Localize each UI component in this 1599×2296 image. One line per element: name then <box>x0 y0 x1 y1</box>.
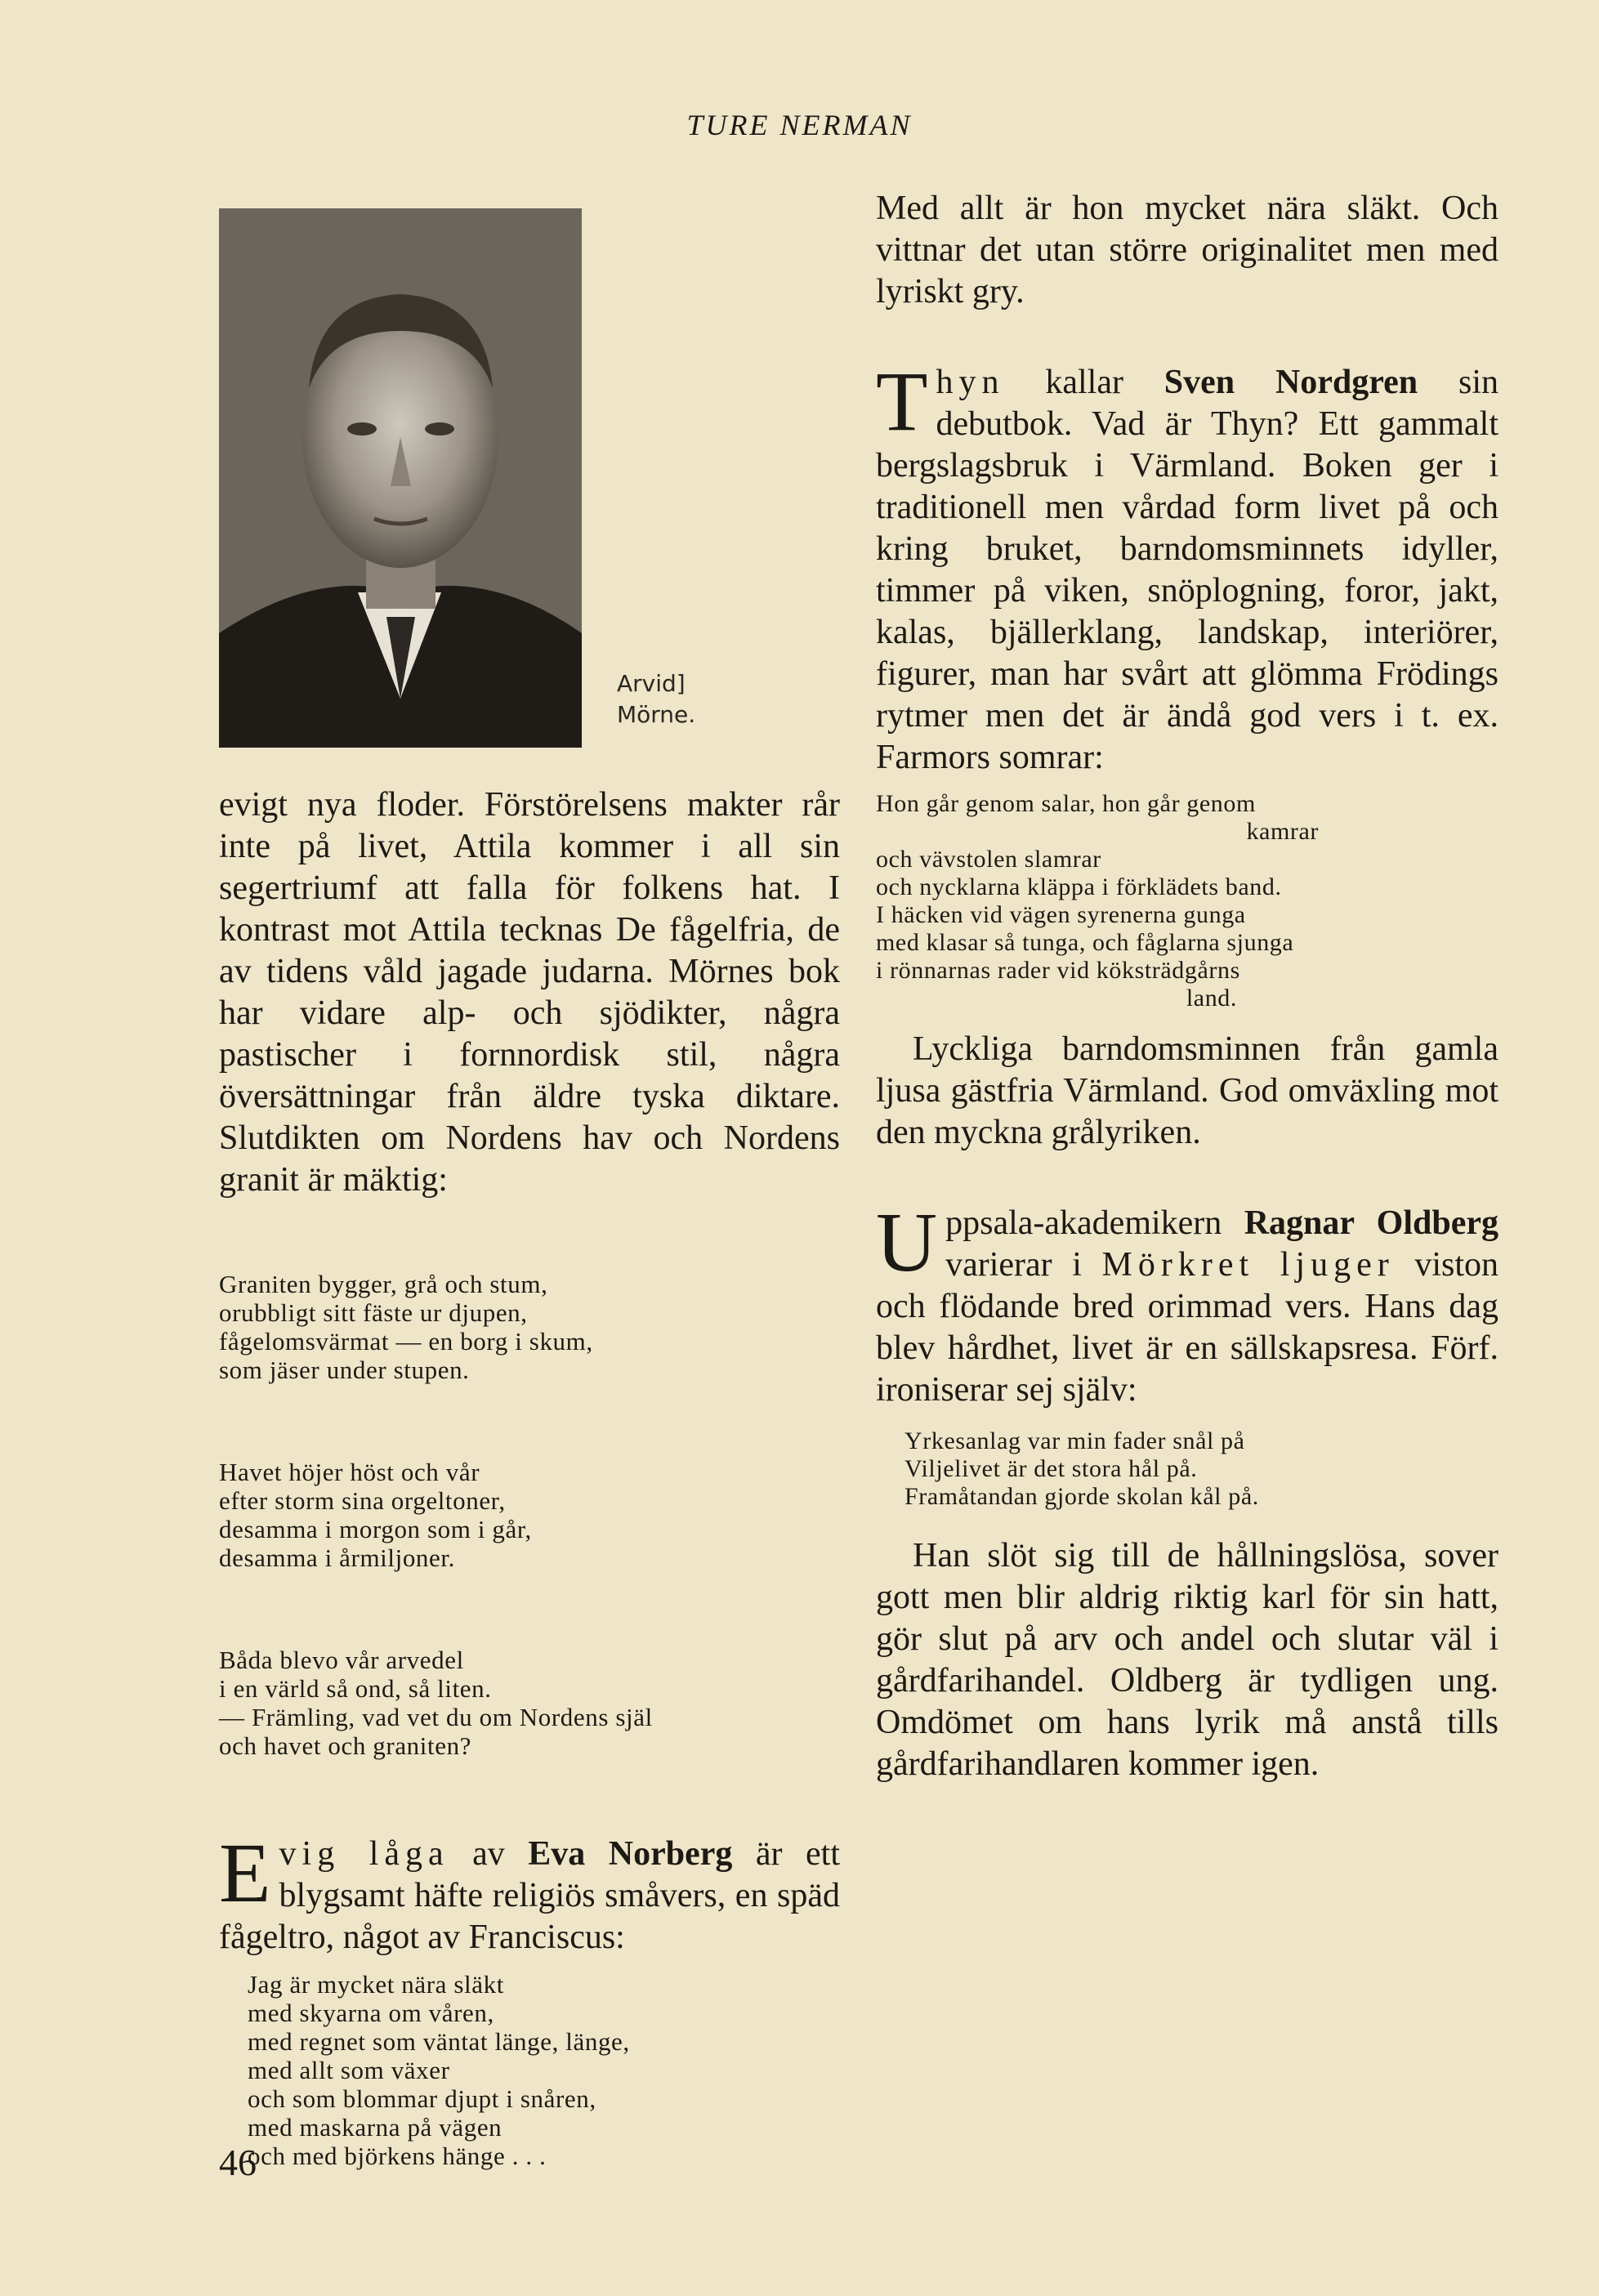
drop-cap: E <box>219 1826 271 1920</box>
text-run: varierar i <box>945 1246 1102 1284</box>
section-gap <box>876 1154 1499 1203</box>
stanza: Graniten bygger, grå och stum, orubbligt sitt fäste ur djupen, fågelomsvärmat — en borg i skum, som jäser under stupen. <box>219 1270 593 1384</box>
text-run: viston och flödande bred orimmad vers. Hans dag blev hårdhet, livet är en sällskapsresa. Förf. ironiserar sej själv: <box>876 1246 1499 1409</box>
drop-cap: U <box>876 1195 938 1289</box>
stanza: Båda blevo vår arvedel i en värld så ond, så liten. — Främling, vad vet du om Nordens själ och havet och graniten? <box>219 1646 653 1760</box>
portrait-block <box>219 188 840 784</box>
author-name: Ragnar Oldberg <box>1244 1204 1499 1242</box>
book-title: Mörkret ljuger <box>1101 1246 1395 1284</box>
book-title: vig låga <box>279 1835 449 1873</box>
portrait-photo <box>219 208 582 748</box>
caption-first-name: Arvid] <box>617 670 686 697</box>
paragraph: Med allt är hon mycket nära släkt. Och vittnar det utan större originalitet men med lyriskt gry. <box>876 190 1499 310</box>
paragraph: Lyckliga barndomsminnen från gamla ljusa gästfria Värmland. God omväxling mot den myckna grålyriken. <box>876 1030 1499 1151</box>
review-paragraph <box>876 1195 1499 1411</box>
review-paragraph <box>876 355 1499 779</box>
author-name: Eva Norberg <box>528 1835 733 1873</box>
review-paragraph <box>219 1826 840 1959</box>
portrait-illustration <box>219 208 582 748</box>
poem-excerpt <box>219 1213 840 1834</box>
drop-cap: T <box>876 355 928 449</box>
left-column <box>219 188 840 2170</box>
section-gap <box>876 313 1499 362</box>
photo-caption <box>617 668 695 730</box>
book-title: hyn <box>936 364 1005 401</box>
right-column <box>876 188 1499 1785</box>
running-header: TURE NERMAN <box>686 109 913 141</box>
poem-excerpt <box>876 790 1499 1012</box>
paragraph: Han slöt sig till de hållningslösa, sover gott men blir aldrig riktig karl för sin hatt, gör slut på arv och andel och slutar väl i gårdfarihandel. Oldberg är tydligen ung. Omdömet om hans lyrik må anstå tills gårdfarihandlaren kommer igen. <box>876 1537 1499 1783</box>
verse-line-continued: kamrar <box>1246 818 1319 845</box>
verse-line-continued: land. <box>1186 985 1237 1012</box>
paragraph: evigt nya floder. Förstörelsens makter rår inte på livet, Attila kommer i all sin segertriumf att falla för folkens hat. I kontrast mot Attila tecknas De fågelfria, de av tidens våld jagade judarna. Mörnes bok har vidare alp- och sjödikter, några pastischer i fornnordisk stil, några översättningar från äldre tyska diktare. Slutdikten om Nordens hav och Nordens granit är mäktig: <box>219 786 840 1199</box>
caption-last-name: Mörne. <box>617 701 696 728</box>
author-name: Sven Nordgren <box>1164 364 1418 401</box>
poem-excerpt: Jag är mycket nära släkt med skyarna om våren, med regnet som väntat länge, länge, med allt som växer och som blommar djupt i snåren, med maskarna på vägen och med björkens hänge . . . <box>248 1970 630 2170</box>
text-run: ppsala-akademikern <box>945 1204 1244 1242</box>
poem-excerpt: Yrkesanlag var min fader snål på Viljelivet är det stora hål på. Framåtandan gjorde skolan kål på. <box>904 1427 1259 1510</box>
stanza: Havet höjer höst och vår efter storm sina orgeltoner, desamma i morgon som i går, desamma i årmiljoner. <box>219 1458 532 1572</box>
text-run: sin debutbok. Vad är Thyn? Ett gammalt bergslagsbruk i Värmland. Boken ger i traditionell men vårdad form livet på och kring bruket, barndomsminnets idyller, timmer på viken, snöplogning, foror, jakt, kalas, bjällerklang, landskap, interiörer, figurer, man har svårt att glömma Frödings rytmer men det är ändå god vers i t. ex. Farmors somrar: <box>876 364 1499 776</box>
verse-lines: och vävstolen slamrar och nycklarna kläppa i förklädets band. I häcken vid vägen syrenerna gunga med klasar så tunga, och fåglarna sjunga i rönnarnas rader vid köksträdgårns <box>876 846 1294 984</box>
page-number: 46 <box>219 2142 257 2183</box>
text-run: av <box>449 1835 529 1873</box>
verse-line: Hon går genom salar, hon går genom <box>876 790 1256 817</box>
text-run: kallar <box>1004 364 1164 401</box>
text-run: är ett blygsamt häfte religiös småvers, en späd fågeltro, något av Franciscus: <box>219 1835 840 1956</box>
